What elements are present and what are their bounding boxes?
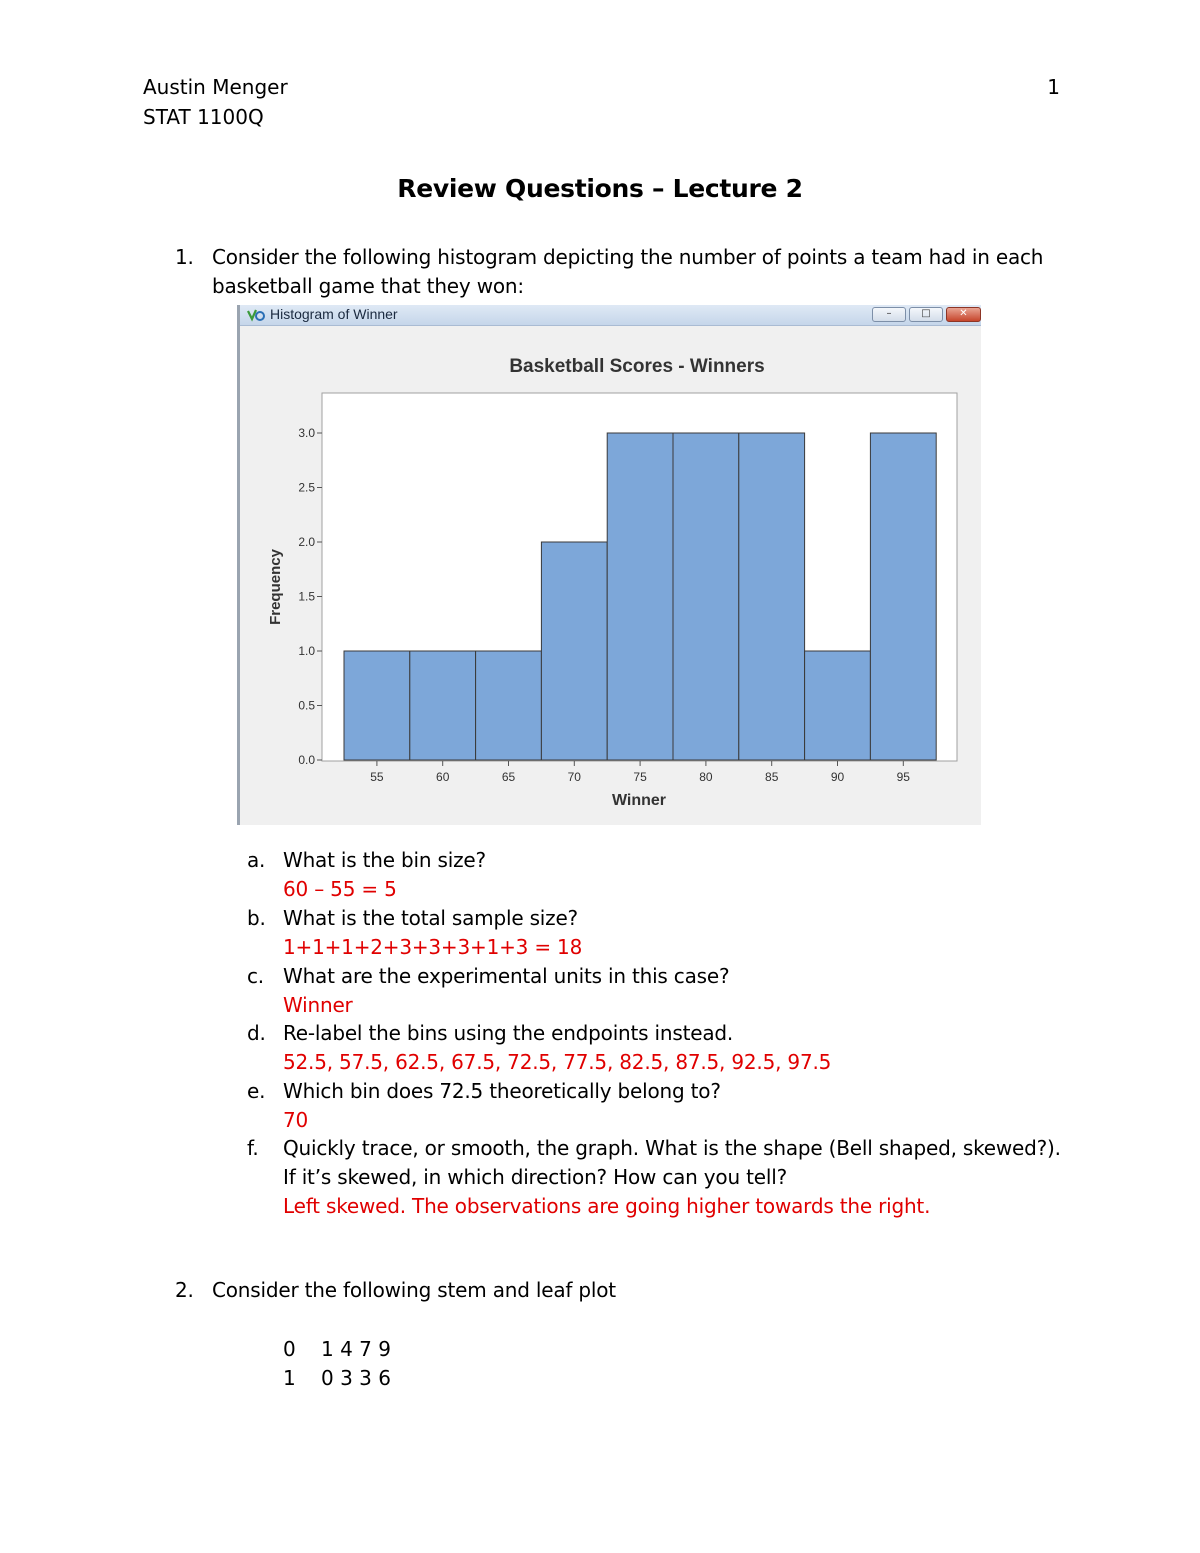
subquestion-a xyxy=(247,846,1067,904)
y-tick-label: 1.0 xyxy=(298,644,315,658)
answer-text: 1+1+1+2+3+3+3+1+3 = 18 xyxy=(283,935,583,959)
subquestion-text: Which bin does 72.5 theoretically belong to? xyxy=(283,1079,721,1103)
subquestion-f xyxy=(247,1134,1067,1221)
stem-leaf-row xyxy=(283,1335,391,1364)
subquestion-label: e. xyxy=(247,1079,266,1103)
header-info xyxy=(143,72,288,132)
subquestion-text: Re-label the bins using the endpoints instead. xyxy=(283,1021,734,1045)
question-2 xyxy=(175,1276,616,1305)
answer-text: 52.5, 57.5, 62.5, 67.5, 72.5, 77.5, 82.5, 87.5, 92.5, 97.5 xyxy=(283,1050,832,1074)
subquestion-text: What is the bin size? xyxy=(283,848,486,872)
question-text: Consider the following histogram depicting the number of points a team had in each basketball game that they won: xyxy=(212,245,1044,298)
x-tick-label: 70 xyxy=(567,770,581,784)
answer-text: Left skewed. The observations are going higher towards the right. xyxy=(283,1194,931,1218)
answer-text: Winner xyxy=(283,993,353,1017)
document-title: Review Questions – Lecture 2 xyxy=(397,174,803,203)
x-axis xyxy=(370,761,910,784)
subquestion-c xyxy=(247,962,1067,1020)
histogram-bar xyxy=(344,651,410,760)
question-1 xyxy=(175,243,1045,301)
subquestion-text: Quickly trace, or smooth, the graph. What is the shape (Bell shaped, skewed?). If it’s skewed, in which direction? How can you tell? xyxy=(283,1136,1061,1189)
x-tick-label: 90 xyxy=(830,770,845,784)
answer-text: 70 xyxy=(283,1108,309,1132)
window-titlebar xyxy=(240,305,981,326)
subquestion-label: a. xyxy=(247,848,266,872)
histogram-bar xyxy=(739,433,805,760)
window-title: Histogram of Winner xyxy=(270,306,398,322)
histogram-bar xyxy=(476,651,542,760)
x-tick-label: 60 xyxy=(436,770,450,784)
subquestion-label: b. xyxy=(247,906,266,930)
histogram-bar xyxy=(673,433,739,760)
stem-value: 0 xyxy=(283,1337,296,1361)
question-text: Consider the following stem and leaf plot xyxy=(212,1278,616,1302)
y-tick-label: 3.0 xyxy=(298,426,315,440)
close-button[interactable]: ✕ xyxy=(946,307,981,322)
subquestion-label: c. xyxy=(247,964,264,988)
x-tick-label: 85 xyxy=(765,770,779,784)
question-number: 2. xyxy=(175,1278,194,1302)
histogram-bar xyxy=(870,433,936,760)
x-tick-label: 75 xyxy=(633,770,647,784)
histogram-bar xyxy=(607,433,673,760)
x-tick-label: 95 xyxy=(896,770,910,784)
minitab-app-icon xyxy=(246,307,266,323)
y-axis xyxy=(298,426,322,767)
subquestion-label: d. xyxy=(247,1021,266,1045)
subquestion-d xyxy=(247,1019,1067,1077)
histogram-bar xyxy=(410,651,476,760)
answer-text: 60 – 55 = 5 xyxy=(283,877,397,901)
y-tick-label: 2.5 xyxy=(298,480,315,495)
subquestion-text: What are the experimental units in this case? xyxy=(283,964,730,988)
stem-value: 1 xyxy=(283,1366,296,1390)
leaf-values: 0 3 3 6 xyxy=(321,1366,391,1390)
x-tick-label: 80 xyxy=(699,770,713,784)
subquestion-e xyxy=(247,1077,1067,1135)
maximize-button[interactable]: □ xyxy=(909,307,943,322)
histogram-window xyxy=(237,305,981,825)
course-code: STAT 1100Q xyxy=(143,105,264,129)
y-axis-label: Frequency xyxy=(267,549,284,625)
leaf-values: 1 4 7 9 xyxy=(321,1337,391,1361)
histogram-bar xyxy=(541,542,607,760)
question-number: 1. xyxy=(175,245,194,269)
page-number: 1 xyxy=(1047,75,1060,99)
y-tick-label: 1.5 xyxy=(298,589,315,604)
subquestion-label: f. xyxy=(247,1136,259,1160)
chart-title: Basketball Scores - Winners xyxy=(509,356,765,377)
histogram-chart xyxy=(240,325,981,825)
author-name: Austin Menger xyxy=(143,75,288,99)
y-tick-label: 0.5 xyxy=(298,698,315,713)
x-tick-label: 55 xyxy=(370,770,384,784)
histogram-bar xyxy=(805,651,871,760)
y-tick-label: 2.0 xyxy=(298,535,315,549)
minimize-button[interactable]: – xyxy=(872,307,906,322)
stem-leaf-row xyxy=(283,1364,391,1393)
x-axis-label: Winner xyxy=(611,792,667,809)
x-tick-label: 65 xyxy=(501,770,516,784)
subquestion-b xyxy=(247,904,1067,962)
subquestion-text: What is the total sample size? xyxy=(283,906,578,930)
y-tick-label: 0.0 xyxy=(298,753,315,767)
